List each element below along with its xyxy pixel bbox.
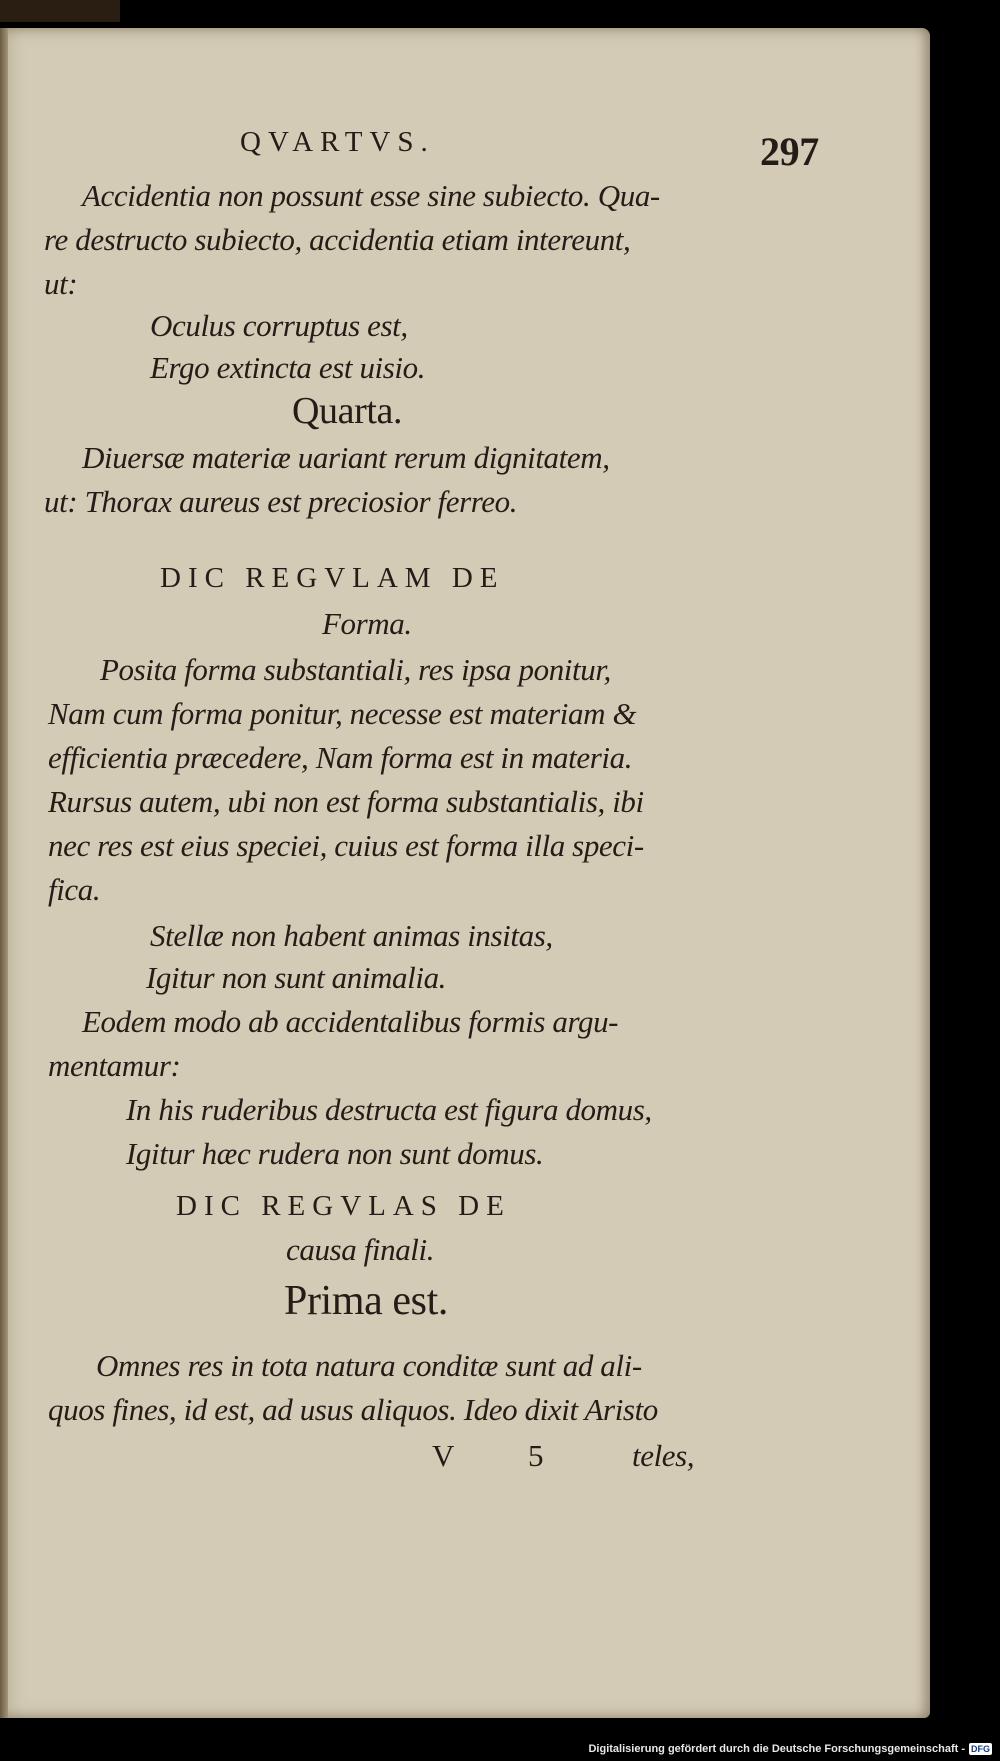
text-line: Igitur hæc rudera non sunt domus. (126, 1136, 544, 1171)
text-line: Accidentia non possunt esse sine subiecto. Qua- (82, 178, 660, 213)
text-line: Oculus corruptus est, (150, 308, 408, 343)
text-line: mentamur: (48, 1048, 181, 1083)
section-heading-regulam: DIC REGVLAM DE (160, 562, 505, 594)
section-subheading-forma: Forma. (322, 606, 412, 641)
text-line: quos fines, id est, ad usus aliquos. Ideo dixit Aristo (48, 1392, 658, 1427)
section-heading-quarta: Quarta. (292, 390, 403, 432)
dfg-logo: DFG (971, 1744, 990, 1754)
text-line: ut: (44, 266, 78, 301)
top-edge-strip (0, 0, 120, 22)
digitization-credit (588, 1739, 992, 1759)
page-number: 297 (760, 129, 819, 174)
text-line: fica. (48, 872, 101, 907)
text-line: Posita forma substantiali, res ipsa ponitur, (100, 652, 611, 687)
text-line: Stellæ non habent animas insitas, (150, 918, 553, 953)
text-line: efficientia præcedere, Nam forma est in materia. (48, 740, 633, 775)
text-line: In his ruderibus destructa est figura domus, (126, 1092, 652, 1127)
signature-number: 5 (528, 1438, 544, 1473)
text-line: ut: Thorax aureus est preciosior ferreo. (44, 484, 518, 519)
text-line: Nam cum forma ponitur, necesse est materiam & (48, 696, 637, 731)
section-subheading-causa: causa finali. (286, 1232, 435, 1267)
text-line: Ergo extincta est uisio. (150, 350, 426, 385)
book-page (0, 28, 930, 1718)
text-line: re destructo subiecto, accidentia etiam intereunt, (44, 222, 631, 257)
text-line: Omnes res in tota natura conditæ sunt ad ali- (96, 1348, 642, 1383)
signature-mark: V (432, 1438, 454, 1473)
section-heading-regulas: DIC REGVLAS DE (176, 1190, 511, 1222)
text-line: nec res est eius speciei, cuius est forma illa speci- (48, 828, 644, 863)
text-line: Igitur non sunt animalia. (146, 960, 447, 995)
credit-text: Digitalisierung gefördert durch die Deutsche Forschungsgemeinschaft - (588, 1743, 965, 1755)
catchword: teles, (632, 1438, 695, 1473)
running-head: QVARTVS. (240, 126, 435, 158)
text-line: Eodem modo ab accidentalibus formis argu- (82, 1004, 619, 1039)
section-heading-prima: Prima est. (284, 1278, 448, 1324)
text-line: Diuersæ materiæ uariant rerum dignitatem, (82, 440, 610, 475)
text-line: Rursus autem, ubi non est forma substantialis, ibi (48, 784, 644, 819)
